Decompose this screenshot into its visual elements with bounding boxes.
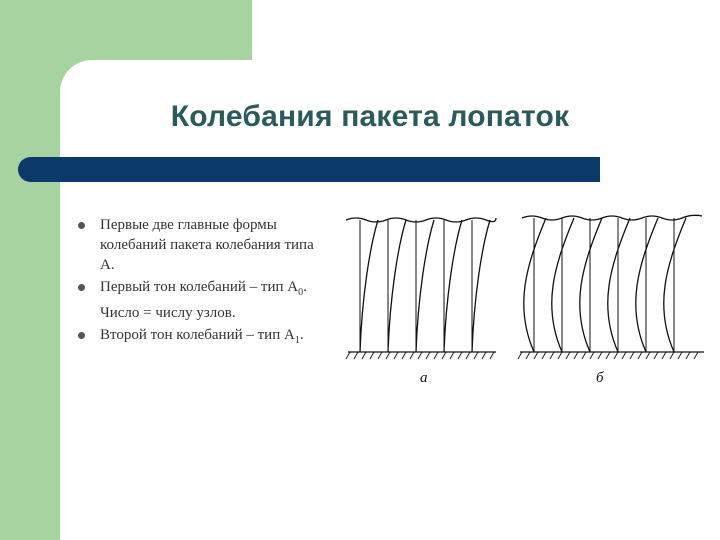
bullet-item: [78, 277, 328, 323]
bullet-list: [78, 215, 328, 353]
reference-blades-a: [360, 220, 472, 352]
ground-hatching-b: [518, 352, 698, 359]
deflected-blades-b: [524, 218, 686, 352]
bullet-dot-icon: [78, 284, 85, 291]
figure-label-b: б: [596, 370, 604, 386]
bullet-subscript: 1: [294, 335, 300, 346]
bullet-item: [78, 325, 328, 351]
deflected-blades-a: [360, 220, 490, 352]
title-underline-bar: [18, 157, 600, 182]
blade-vibration-figure: [336, 206, 716, 396]
bullet-dot-icon: [78, 222, 85, 229]
slide-title: Колебания пакета лопаток: [170, 100, 570, 133]
bullet-item: [78, 215, 328, 275]
bullet-text: Первые две главные формы колебаний пакета колебания типа А.: [100, 217, 314, 273]
bullet-dot-icon: [78, 332, 85, 339]
shroud-line-b: [522, 215, 702, 220]
bullet-text-tail: . Число = числу узлов.: [100, 279, 307, 321]
figure-a: [346, 218, 496, 359]
bullet-subscript: 0: [298, 287, 304, 298]
decorative-green-strip: [0, 60, 60, 540]
bullet-text: Второй тон колебаний – тип А: [100, 327, 295, 343]
bullet-text-tail: .: [299, 327, 304, 343]
figure-label-a: а: [420, 370, 428, 386]
bullet-text: Первый тон колебаний – тип А: [100, 279, 299, 295]
shroud-line-a: [346, 218, 496, 222]
figure-b: [518, 215, 704, 359]
ground-hatching-a: [346, 352, 494, 359]
